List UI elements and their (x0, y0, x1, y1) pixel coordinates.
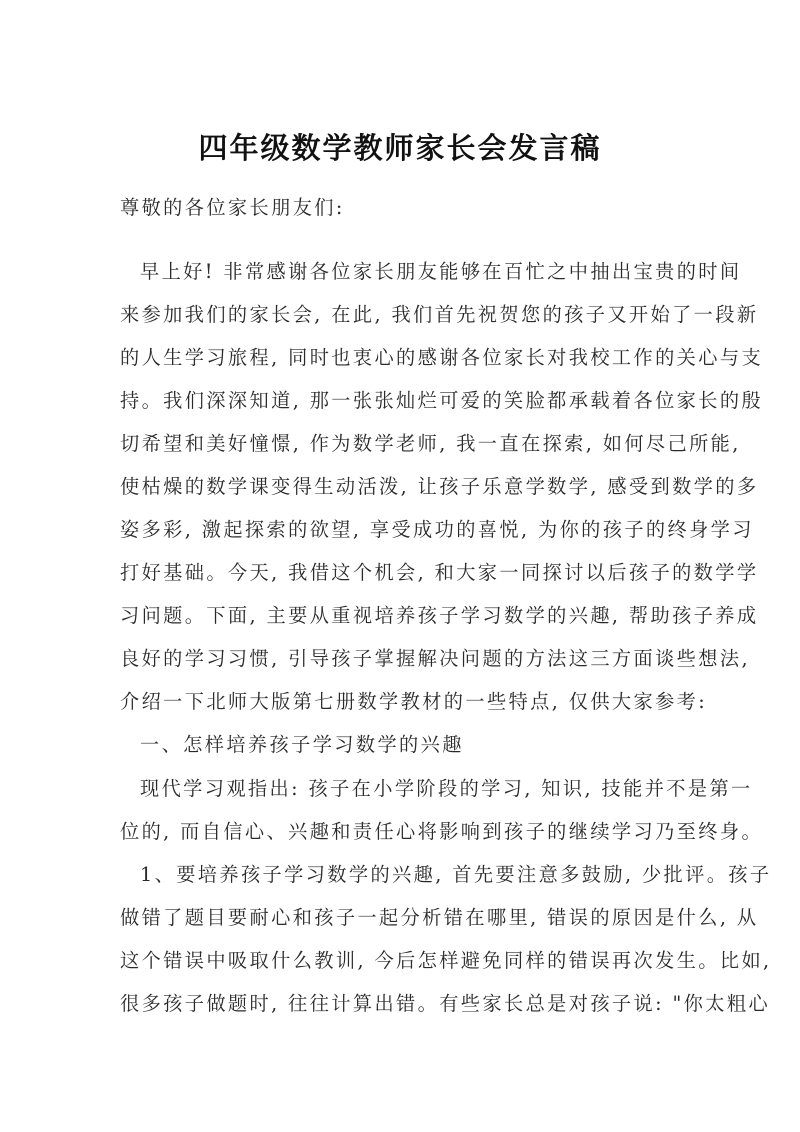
paragraph-line: 打好基础。今天, 我借这个机会, 和大家一同探讨以后孩子的数学学 (120, 561, 759, 584)
paragraph-line: 现代学习观指出: 孩子在小学阶段的学习, 知识, 技能并不是第一 (140, 777, 753, 800)
paragraph-line: 持。我们深深知道, 那一张张灿烂可爱的笑脸都承载着各位家长的殷 (120, 389, 764, 412)
paragraph-line: 很多孩子做题时, 往往计算出错。有些家长总是对孩子说: "你太粗心 (120, 992, 771, 1015)
paragraph-line: 1、要培养孩子学习数学的兴趣, 首先要注意多鼓励, 少批评。孩子 (140, 863, 772, 886)
document-title: 四年级数学教师家长会发言稿 (198, 131, 602, 165)
paragraph-line: 介绍一下北师大版第七册数学教材的一些特点, 仅供大家参考: (120, 690, 708, 713)
paragraph-line: 的人生学习旅程, 同时也衷心的感谢各位家长对我校工作的关心与支 (120, 346, 764, 369)
paragraph-line: 姿多彩, 激起探索的欲望, 享受成功的喜悦, 为你的孩子的终身学习 (120, 518, 754, 541)
salutation: 尊敬的各位家长朋友们: (120, 196, 345, 219)
section-heading: 一、怎样培养孩子学习数学的兴趣 (140, 733, 464, 756)
paragraph-line: 切希望和美好憧憬, 作为数学老师, 我一直在探索, 如何尽己所能, (120, 432, 741, 455)
paragraph-line: 这个错误中吸取什么教训, 今后怎样避免同样的错误再次发生。比如, (120, 949, 772, 972)
paragraph-line: 习问题。下面, 主要从重视培养孩子学习数学的兴趣, 帮助孩子养成 (120, 604, 759, 627)
paragraph-line: 做错了题目要耐心和孩子一起分析错在哪里, 错误的原因是什么, 从 (120, 906, 759, 929)
paragraph-line: 良好的学习习惯, 引导孩子掌握解决问题的方法这三方面谈些想法, (120, 647, 750, 670)
paragraph-line: 位的, 而自信心、兴趣和责任心将影响到孩子的继续学习乃至终身。 (120, 820, 764, 843)
paragraph-line: 来参加我们的家长会, 在此, 我们首先祝贺您的孩子又开始了一段新 (120, 303, 759, 326)
paragraph-line: 使枯燥的数学课变得生动活泼, 让孩子乐意学数学, 感受到数学的多 (120, 475, 759, 498)
paragraph-line: 早上好! 非常感谢各位家长朋友能够在百忙之中抽出宝贵的时间 (140, 260, 742, 283)
